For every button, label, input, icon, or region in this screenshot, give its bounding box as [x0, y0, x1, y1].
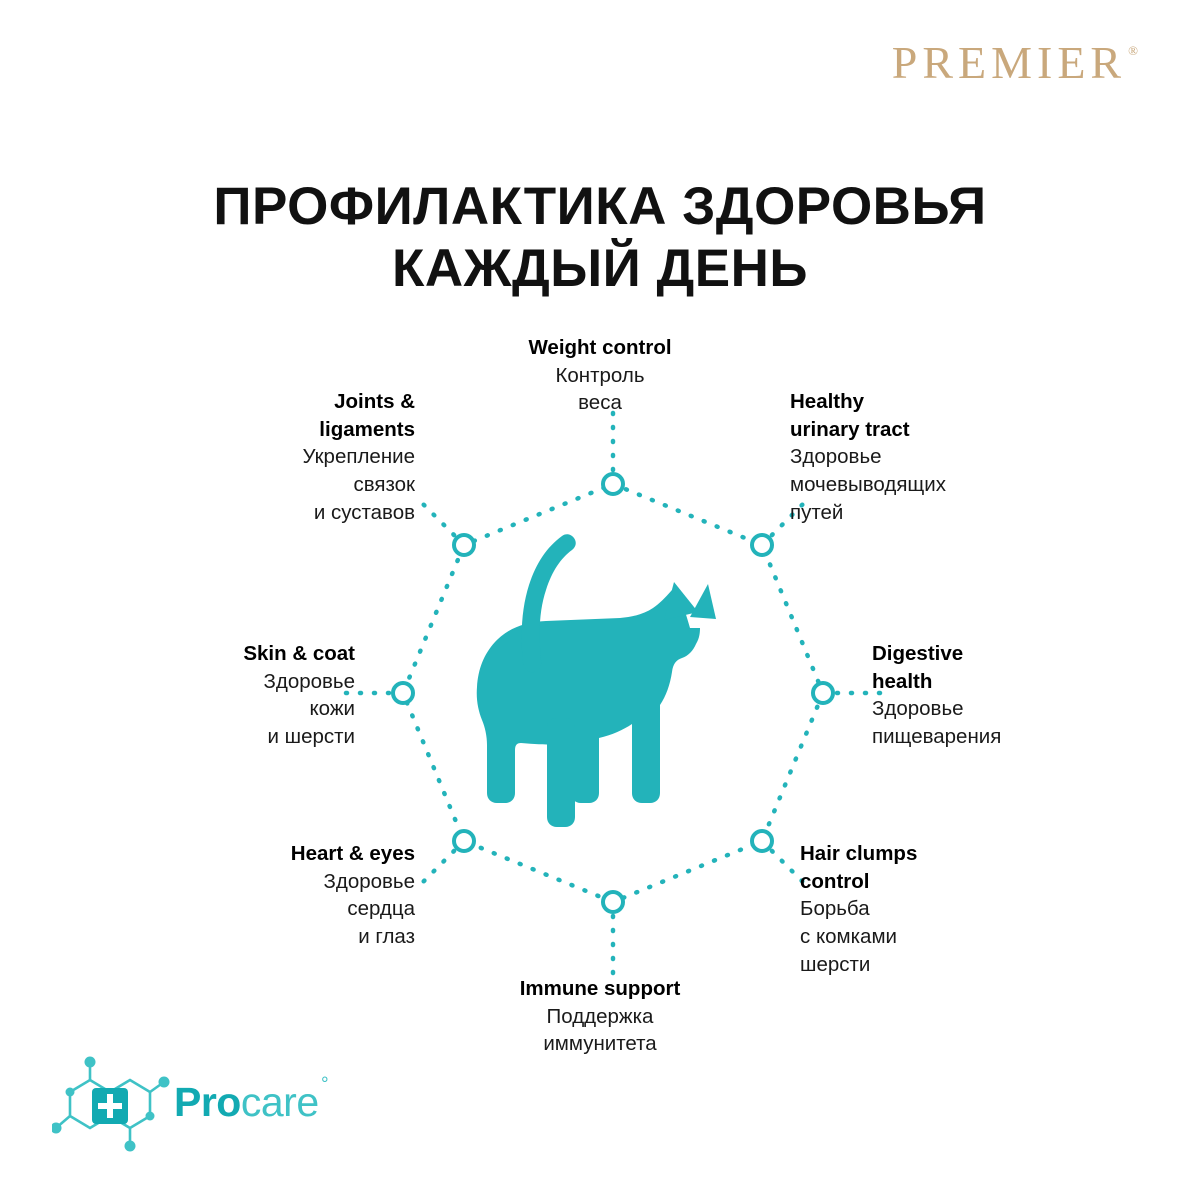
label-hair-clumps-sub-3: шерсти	[800, 952, 871, 976]
procare-degree-mark: °	[321, 1074, 329, 1095]
label-hair-clumps-sub-2: с комками	[800, 925, 898, 949]
label-hair-clumps-title-2: control	[800, 869, 870, 893]
label-skin-coat-sub-2: кожи	[309, 697, 355, 721]
label-digestive-health-sub-1: Здоровье	[872, 697, 964, 721]
label-urinary-tract-title-1: Healthy	[790, 390, 865, 413]
label-skin-coat-sub-3: и шерсти	[267, 725, 355, 749]
label-joints-title-2: ligaments	[319, 417, 415, 441]
benefits-diagram	[0, 320, 1200, 1080]
procare-care: care	[240, 1079, 319, 1125]
page-title-line-1: ПРОФИЛАКТИКА ЗДОРОВЬЯ	[213, 176, 987, 236]
node-urinary-tract	[752, 535, 772, 555]
registered-mark: ®	[1128, 43, 1138, 58]
label-urinary-tract-sub-3: путей	[790, 500, 844, 524]
label-urinary-tract-title-2: urinary tract	[790, 417, 910, 441]
label-skin-coat-title: Skin & coat	[243, 642, 355, 665]
label-joints-sub-3: и суставов	[313, 500, 415, 524]
node-weight-control	[603, 474, 623, 494]
label-digestive-health-title-2: health	[872, 669, 933, 693]
label-immune-support-sub-2: иммунитета	[543, 1032, 657, 1056]
cat-silhouette-icon	[477, 534, 716, 827]
label-skin-coat-sub-1: Здоровье	[263, 669, 355, 693]
label-heart-eyes-sub-2: сердца	[347, 897, 415, 921]
label-hair-clumps-sub-1: Борьба	[800, 897, 870, 921]
node-heart-eyes	[454, 831, 474, 851]
label-weight-control-title: Weight control	[528, 336, 672, 359]
label-hair-clumps-title-1: Hair clumps	[800, 842, 918, 865]
label-urinary-tract	[790, 388, 1030, 526]
label-immune-support-sub-1: Поддержка	[546, 1004, 654, 1028]
procare-wordmark	[174, 1079, 319, 1126]
label-weight-control	[437, 334, 763, 417]
label-heart-eyes-title: Heart & eyes	[290, 842, 415, 865]
node-digestive	[813, 683, 833, 703]
label-weight-control-sub-2: веса	[578, 391, 622, 415]
node-immune	[603, 892, 623, 912]
label-heart-eyes	[175, 840, 415, 951]
label-immune-support	[437, 975, 763, 1058]
label-heart-eyes-sub-1: Здоровье	[323, 869, 415, 893]
procare-pro: Pro	[174, 1079, 241, 1125]
label-urinary-tract-sub-1: Здоровье	[790, 445, 882, 469]
label-skin-coat	[140, 640, 355, 751]
label-digestive-health-sub-2: пищеварения	[872, 725, 1002, 749]
brand-name: PREMIER	[891, 37, 1127, 88]
procare-logo	[52, 1052, 342, 1162]
page-title-line-2: КАЖДЫЙ ДЕНЬ	[392, 238, 808, 298]
label-joints-ligaments	[175, 388, 415, 526]
node-joints	[454, 535, 474, 555]
label-digestive-health	[872, 640, 1132, 751]
label-joints-sub-1: Укрепление	[302, 445, 415, 469]
label-hair-clumps-control	[800, 840, 1040, 978]
label-urinary-tract-sub-2: мочевыводящих	[790, 473, 946, 497]
label-digestive-health-title-1: Digestive	[872, 642, 964, 665]
label-immune-support-title: Immune support	[519, 977, 681, 1000]
node-skin-coat	[393, 683, 413, 703]
label-weight-control-sub-1: Контроль	[555, 363, 645, 387]
label-heart-eyes-sub-3: и глаз	[358, 925, 415, 949]
page-title	[0, 176, 1200, 300]
label-joints-sub-2: связок	[353, 473, 415, 497]
label-joints-title-1: Joints &	[334, 390, 415, 413]
brand-logo	[891, 37, 1138, 88]
node-hair-clumps	[752, 831, 772, 851]
